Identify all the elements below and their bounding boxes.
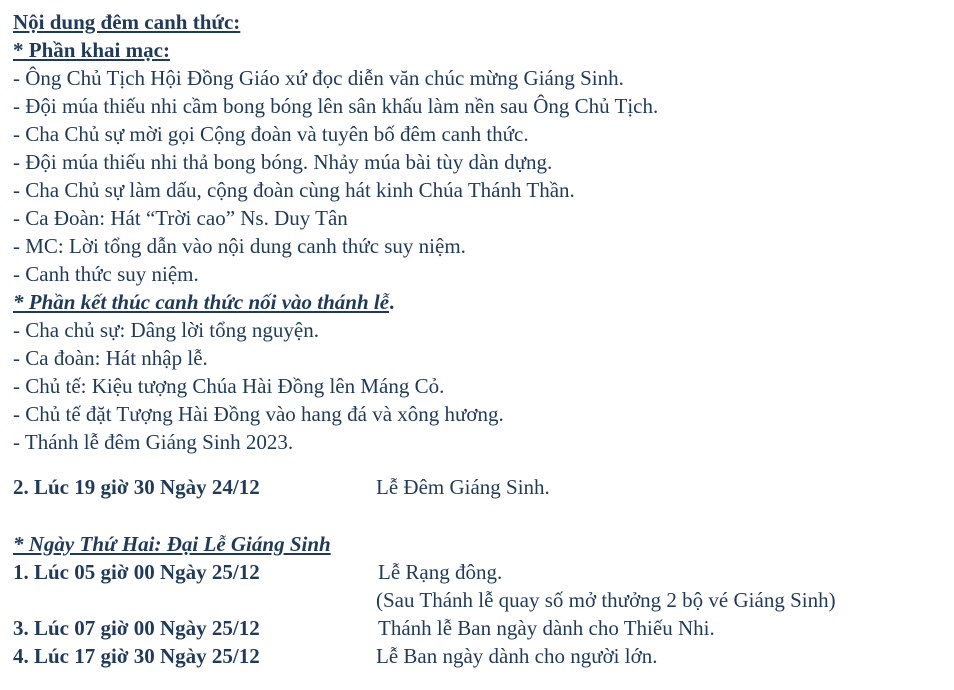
schedule-event: Thánh lễ Ban ngày dành cho Thiếu Nhi. — [378, 616, 715, 640]
opening-item: - Ca Đoàn: Hát “Trời cao” Ns. Duy Tân — [13, 206, 348, 230]
opening-item: - Đội múa thiếu nhi thả bong bóng. Nhảy múa bài tùy dàn dựng. — [13, 150, 553, 174]
eve-schedule-event: Lễ Đêm Giáng Sinh. — [376, 475, 550, 499]
closing-item: - Cha chủ sự: Dâng lời tổng nguyện. — [13, 318, 319, 342]
schedule-event: Lễ Rạng đông. — [378, 560, 503, 584]
opening-item: - Cha Chủ sự mời gọi Cộng đoàn và tuyên bố đêm canh thức. — [13, 122, 529, 146]
closing-item: - Chủ tế: Kiệu tượng Chúa Hài Đồng lên Máng Cỏ. — [13, 374, 445, 398]
opening-item: - MC: Lời tổng dẫn vào nội dung canh thức suy niệm. — [13, 234, 466, 258]
closing-section-title: * Phần kết thúc canh thức nối vào thánh lễ — [13, 290, 390, 314]
schedule-time: 4. Lúc 17 giờ 30 Ngày 25/12 — [13, 644, 260, 668]
closing-item: - Thánh lễ đêm Giáng Sinh 2023. — [13, 430, 294, 454]
opening-item: - Cha Chủ sự làm dấu, cộng đoàn cùng hát kinh Chúa Thánh Thần. — [13, 178, 575, 202]
schedule-event: Lễ Ban ngày dành cho người lớn. — [376, 644, 658, 668]
closing-title-period: . — [389, 290, 395, 314]
monday-section-title: * Ngày Thứ Hai: Đại Lễ Giáng Sinh — [13, 532, 331, 556]
opening-item: - Canh thức suy niệm. — [13, 262, 199, 286]
closing-section-title-line — [13, 289, 394, 315]
eve-schedule-time: 2. Lúc 19 giờ 30 Ngày 24/12 — [13, 475, 260, 499]
opening-item: - Đội múa thiếu nhi cầm bong bóng lên sân khấu làm nền sau Ông Chủ Tịch. — [13, 94, 659, 118]
schedule-time: 1. Lúc 05 giờ 00 Ngày 25/12 — [13, 560, 260, 584]
closing-item: - Ca đoàn: Hát nhập lễ. — [13, 346, 208, 370]
schedule-time: 3. Lúc 07 giờ 00 Ngày 25/12 — [13, 616, 260, 640]
document-heading: Nội dung đêm canh thức: — [13, 10, 241, 34]
schedule-note: (Sau Thánh lễ quay số mở thưởng 2 bộ vé Giáng Sinh) — [376, 588, 836, 612]
opening-item: - Ông Chủ Tịch Hội Đồng Giáo xứ đọc diễn văn chúc mừng Giáng Sinh. — [13, 66, 624, 90]
opening-section-title: * Phần khai mạc: — [13, 38, 170, 62]
closing-item: - Chủ tế đặt Tượng Hài Đồng vào hang đá và xông hương. — [13, 402, 504, 426]
